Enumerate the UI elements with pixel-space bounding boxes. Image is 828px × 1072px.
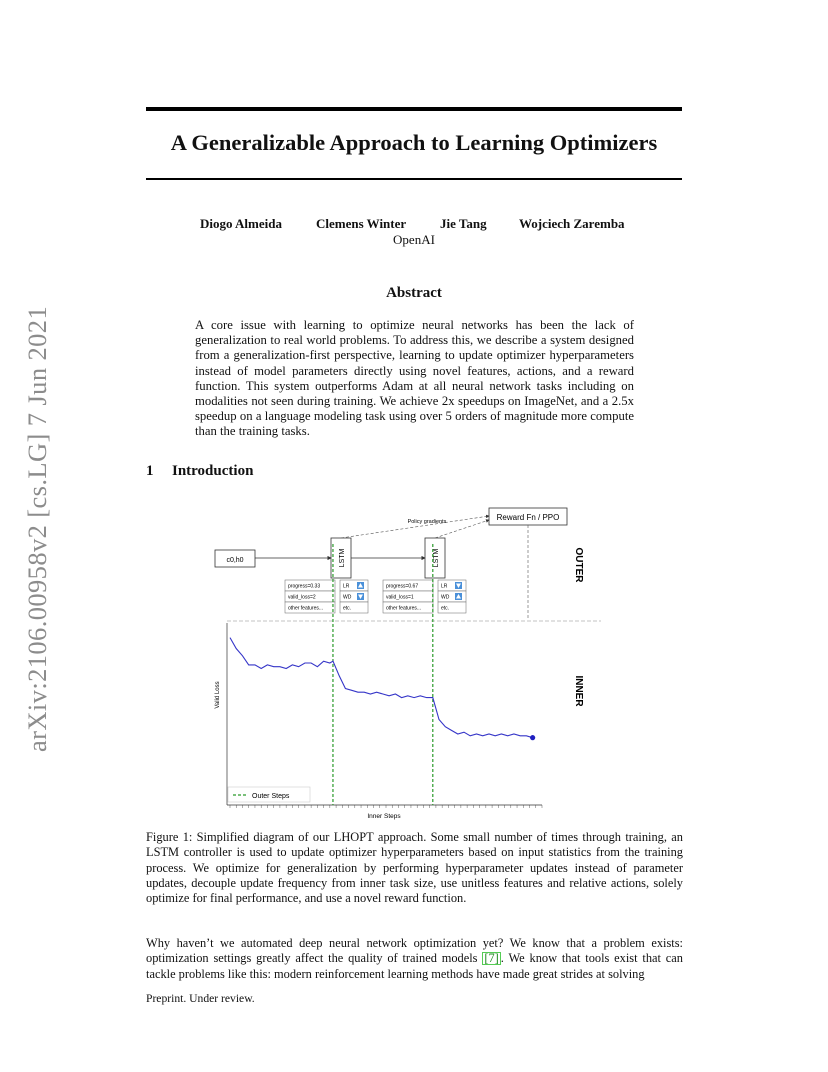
reward-box-label: Reward Fn / PPO — [496, 513, 560, 522]
body-text: Why haven’t we automated deep neural network optimization yet? We know that a problem exists: optimization settings greatly affect the quality of trained models — [146, 936, 683, 966]
valid-loss-line — [230, 638, 533, 738]
abstract-text: A core issue with learning to optimize neural networks has been the lack of generalization to real world problems. To address this, we describe a system designed from a generalization-first perspective, learning to update optimizer hyperparameters instead of model parameters directly using novel features, actions, and a reward function. This system outperforms Adam at all neural network tasks including on modalities not seen during training. We achieve 2x speedups on ImageNet, and a 2.5x speedup on a language modeling task using over 5 orders of magnitude more compute than the training tasks. — [195, 318, 634, 439]
feature-text: other features... — [386, 605, 422, 612]
feature-text: valid_loss=1 — [386, 594, 414, 601]
inner-label: INNER — [573, 675, 584, 707]
figure-1 — [205, 500, 625, 830]
body-text: . We know that tools exist that can tackle problems like this: modern reinforcement learning methods have made great strides at solving — [146, 951, 683, 981]
action-text: etc. — [441, 605, 450, 612]
policy-gradients-label: Policy gradients — [407, 519, 447, 525]
legend-label: Outer Steps — [252, 793, 290, 800]
final-loss-point — [530, 735, 535, 740]
section-heading — [146, 463, 253, 480]
author-name: Clemens Winter — [316, 216, 407, 231]
title-rule — [146, 178, 682, 180]
arxiv-stamp: arXiv:2106.00958v2 [cs.LG] 7 Jun 2021 — [22, 305, 52, 752]
action-text: WD — [441, 594, 450, 601]
x-axis-label: Inner Steps — [367, 813, 401, 820]
author-name: Diogo Almeida — [200, 216, 282, 231]
section-number: 1 — [146, 463, 154, 479]
feature-text: progress=0.33 — [288, 583, 321, 590]
lstm-label: LSTM — [339, 548, 346, 568]
top-rule — [146, 107, 682, 111]
action-text: etc. — [343, 605, 352, 612]
y-axis-label: Valid Loss — [215, 681, 221, 709]
lhopt-diagram — [205, 500, 625, 830]
abstract-heading: Abstract — [386, 285, 442, 301]
footer-note: Preprint. Under review. — [146, 992, 255, 1005]
state-box-label: c0,h0 — [226, 557, 244, 564]
action-text: LR — [441, 583, 448, 590]
paper-title: A Generalizable Approach to Learning Optimizers — [170, 130, 658, 155]
author-name: Wojciech Zaremba — [519, 216, 625, 231]
feature-text: progress=0.67 — [386, 583, 419, 590]
section-title: Introduction — [172, 463, 254, 479]
citation-link[interactable]: [7] — [484, 951, 499, 966]
feature-tables — [285, 580, 466, 613]
outer-label: OUTER — [573, 547, 584, 583]
affiliation: OpenAI — [393, 232, 435, 247]
lstm-label: LSTM — [433, 548, 440, 568]
figure-caption: Figure 1: Simplified diagram of our LHOPT approach. Some small number of times through training, an LSTM controller is used to update optimizer hyperparameters based on input statistics from the training process. We optimize for generalization by performing hyperparameter updates instead of parameter updates, decouple update frequency from inner task size, use unitless features and relative actions, solely optimize for final performance, and use a novel reward function. — [146, 830, 683, 906]
feature-text: valid_loss=2 — [288, 594, 316, 601]
action-text: LR — [343, 583, 350, 590]
author-name: Jie Tang — [440, 216, 487, 231]
action-text: WD — [343, 594, 352, 601]
body-paragraph — [146, 936, 683, 982]
feature-text: other features... — [288, 605, 324, 612]
